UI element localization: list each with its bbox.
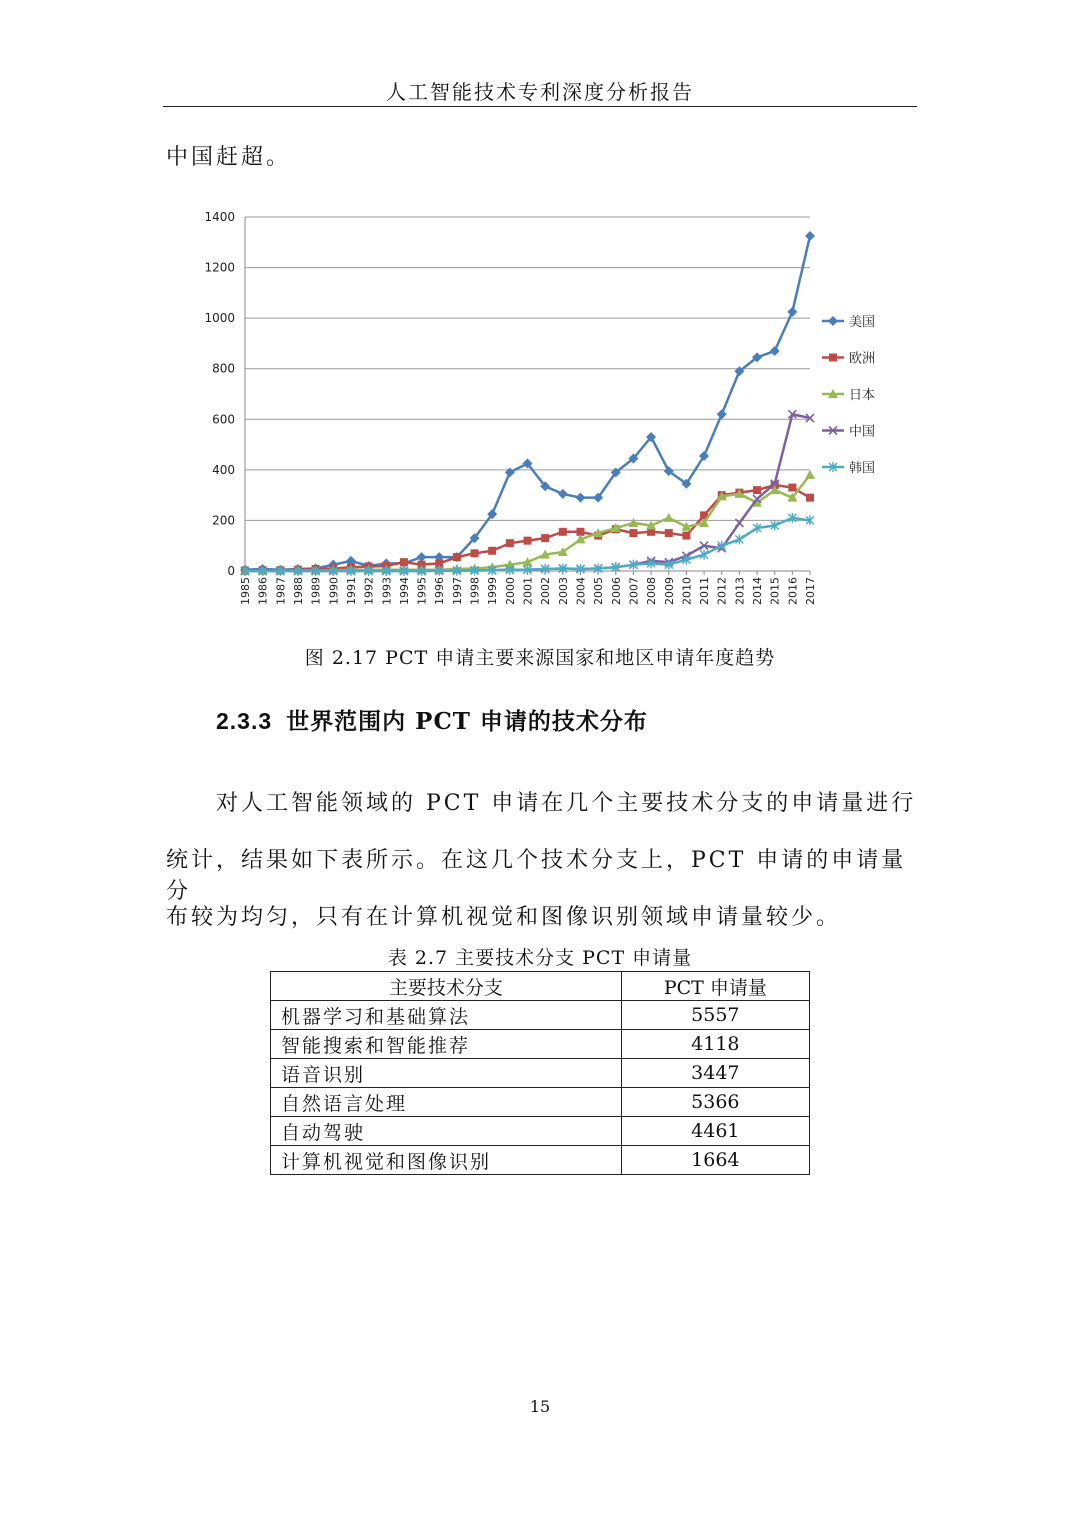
section-heading: [216, 703, 648, 736]
x-tick-label: 2011: [698, 577, 712, 605]
data-point: [575, 493, 585, 503]
y-tick-label: 1200: [204, 260, 235, 275]
table-caption: 表 2.7 主要技术分支 PCT 申请量: [387, 947, 693, 969]
x-tick-label: 1992: [362, 577, 376, 605]
legend-label: 中国: [849, 424, 876, 440]
header-branch: 主要技术分支: [271, 972, 622, 1001]
x-tick-label: 2009: [662, 577, 676, 605]
legend-label: 欧洲: [849, 351, 876, 367]
x-tick-label: 2006: [609, 577, 623, 605]
row-count: 4118: [621, 1030, 809, 1059]
figure-caption: 图 2.17 PCT 申请主要来源国家和地区申请年度趋势: [304, 647, 776, 669]
data-point: [664, 513, 674, 522]
x-tick-label: 1990: [327, 577, 341, 605]
data-point: [829, 354, 837, 362]
y-tick-label: 400: [212, 462, 235, 477]
table-row: [271, 1001, 810, 1030]
x-tick-label: 1991: [344, 577, 358, 605]
x-tick-label: 2000: [503, 577, 517, 605]
x-tick-label: 1997: [450, 577, 464, 605]
series-line: [245, 475, 810, 571]
row-branch: 自然语言处理: [271, 1088, 622, 1117]
data-point: [417, 552, 427, 562]
x-tick-label: 1989: [309, 577, 323, 605]
data-point: [717, 409, 727, 419]
data-point: [524, 537, 532, 545]
x-tick-label: 2002: [539, 577, 553, 605]
x-tick-label: 1985: [239, 577, 252, 605]
data-point: [558, 489, 568, 499]
header-rule: [163, 106, 917, 107]
x-tick-label: 2003: [556, 577, 570, 605]
section-number: 2.3.3: [216, 708, 273, 734]
section-title-text: 世界范围内 PCT 申请的技术分布: [286, 708, 648, 735]
table-row: [271, 1088, 810, 1117]
data-point: [488, 547, 496, 555]
row-branch: 自动驾驶: [271, 1117, 622, 1146]
row-count: 4461: [621, 1117, 809, 1146]
row-count: 1664: [621, 1146, 809, 1175]
paragraph-line-1: 对人工智能领域的 PCT 申请在几个主要技术分支的申请量进行: [216, 791, 917, 816]
row-branch: 计算机视觉和图像识别: [271, 1146, 622, 1175]
row-count: 3447: [621, 1059, 809, 1088]
data-point: [788, 484, 796, 492]
data-point: [471, 549, 479, 557]
data-point: [505, 467, 515, 477]
legend-label: 韩国: [849, 461, 876, 476]
table-row: [271, 1059, 810, 1088]
x-tick-label: 2010: [680, 577, 694, 605]
row-count: 5557: [621, 1001, 809, 1030]
page-header-title: 人工智能技术专利深度分析报告: [386, 80, 694, 104]
y-tick-label: 0: [227, 564, 235, 578]
x-tick-label: 2005: [592, 577, 606, 605]
x-tick-label: 1995: [415, 577, 429, 605]
data-point: [541, 534, 549, 542]
data-point: [828, 316, 838, 326]
branch-table: [270, 971, 810, 1175]
y-tick-label: 1000: [204, 311, 235, 326]
row-branch: 机器学习和基础算法: [271, 1001, 622, 1030]
intro-line: 中国赶超。: [166, 145, 292, 170]
x-tick-label: 1999: [486, 577, 500, 605]
x-tick-label: 2015: [768, 577, 782, 605]
legend-label: 美国: [849, 315, 876, 330]
y-tick-label: 800: [212, 361, 235, 376]
row-branch: 语音识别: [271, 1059, 622, 1088]
data-point: [805, 470, 815, 479]
x-tick-label: 2012: [715, 577, 729, 605]
trend-chart-svg: [195, 200, 895, 620]
x-tick-label: 2004: [574, 577, 588, 605]
y-tick-label: 200: [212, 513, 235, 528]
data-point: [753, 486, 761, 494]
table-row: [271, 1146, 810, 1175]
data-point: [506, 539, 514, 547]
x-tick-label: 1996: [433, 577, 447, 605]
data-point: [629, 529, 637, 537]
row-branch: 智能搜索和智能推荐: [271, 1030, 622, 1059]
paragraph-line-2: 统计，结果如下表所示。在这几个技术分支上，PCT 申请的申请量分: [166, 848, 907, 904]
x-tick-label: 2016: [786, 577, 800, 605]
x-tick-label: 1998: [468, 577, 482, 605]
table-row: [271, 1030, 810, 1059]
legend-label: 日本: [849, 388, 876, 403]
x-tick-label: 1986: [256, 577, 270, 605]
row-count: 5366: [621, 1088, 809, 1117]
y-tick-label: 1400: [204, 210, 235, 224]
x-tick-label: 2007: [627, 577, 641, 605]
data-point: [770, 346, 780, 356]
series-line: [245, 236, 810, 570]
x-tick-label: 2013: [733, 577, 747, 605]
x-tick-label: 2008: [645, 577, 659, 605]
y-tick-label: 600: [212, 412, 235, 427]
table-header-row: [271, 972, 810, 1001]
x-tick-label: 2017: [804, 577, 817, 605]
data-point: [787, 307, 797, 317]
x-tick-label: 1993: [380, 577, 394, 605]
data-point: [806, 494, 814, 502]
paragraph-line-3: 布较为均匀，只有在计算机视觉和图像识别领域申请量较少。: [166, 905, 842, 930]
x-tick-label: 2014: [751, 577, 765, 605]
data-point: [805, 231, 815, 241]
x-tick-label: 1988: [291, 577, 305, 605]
data-point: [682, 532, 690, 540]
x-tick-label: 2001: [521, 577, 535, 605]
header-count: PCT 申请量: [621, 972, 809, 1001]
table-row: [271, 1117, 810, 1146]
trend-chart: [195, 200, 895, 620]
data-point: [559, 528, 567, 536]
data-point: [665, 529, 673, 537]
x-tick-label: 1987: [274, 577, 288, 605]
x-tick-label: 1994: [397, 577, 411, 605]
data-point: [453, 553, 461, 561]
page-number: 15: [529, 1397, 551, 1416]
